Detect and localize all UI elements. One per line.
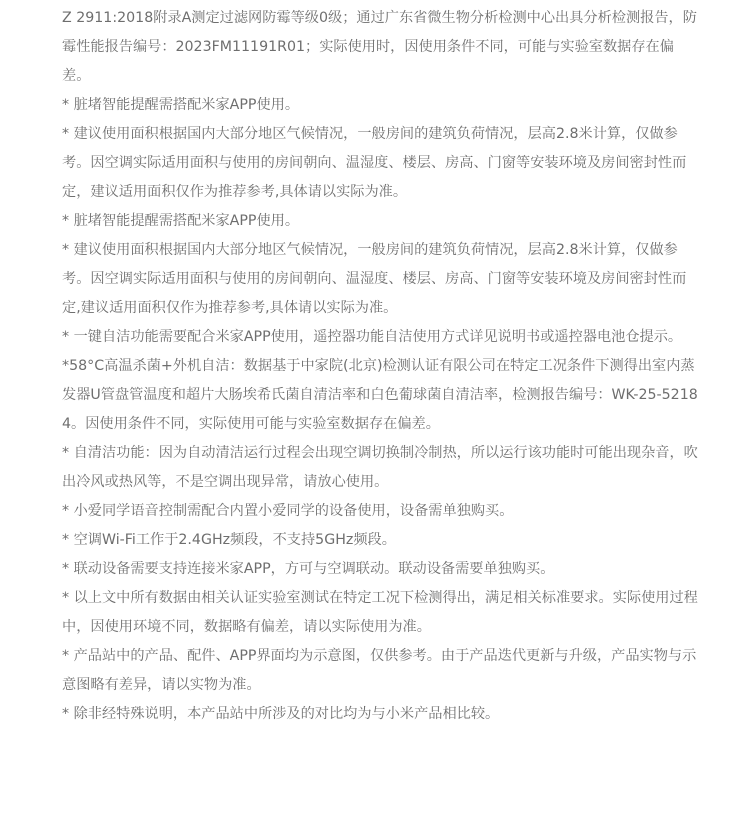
note-voice-control: * 小爱同学语音控制需配合内置小爱同学的设备使用，设备需单独购买。 xyxy=(62,503,514,519)
disclaimer-notes xyxy=(62,4,700,729)
note-illustrations: * 产品站中的产品、配件、APP界面均为示意图，仅供参考。由于产品迭代更新与升级，产品实物与示意图略有差异，请以实物为准。 xyxy=(62,648,697,693)
note-self-clean-app: * 一键自洁功能需要配合米家APP使用，遥控器功能自洁使用方式详见说明书或遥控器电池仓提示。 xyxy=(62,329,683,345)
note-wifi-band: * 空调Wi-Fi工作于2.4GHz频段，不支持5GHz频段。 xyxy=(62,532,396,548)
note-comparison: * 除非经特殊说明，本产品站中所涉及的对比均为与小米产品相比较。 xyxy=(62,706,500,722)
note-clog-reminder-repeat: * 脏堵智能提醒需搭配米家APP使用。 xyxy=(62,213,300,229)
note-clog-reminder: * 脏堵智能提醒需搭配米家APP使用。 xyxy=(62,97,300,113)
note-high-temp-sterilization: *58°C高温杀菌+外机自洁：数据基于中家院(北京)检测认证有限公司在特定工况条件下测得出室内蒸发器U管盘管温度和超片大肠埃希氏菌自清洁率和白色葡球菌自清洁率，检测报告编号：WK-25-52184。因使用条件不同，实际使用可能与实验室数据存在偏差。 xyxy=(62,358,698,432)
note-usage-area-repeat: * 建议使用面积根据国内大部分地区气候情况，一般房间的建筑负荷情况，层高2.8米计算，仅做参考。因空调实际适用面积与使用的房间朝向、温湿度、楼层、房高、门窗等安装环境及房间密封性而定,建议适用面积仅作为推荐参考,具体请以实际为准。 xyxy=(62,242,687,316)
note-test-report: Z 2911:2018附录A测定过滤网防霉等级0级；通过广东省微生物分析检测中心出具分析检测报告，防霉性能报告编号：2023FM11191R01；实际使用时，因使用条件不同，可能与实验室数据存在偏差。 xyxy=(62,10,697,84)
note-data-source: * 以上文中所有数据由相关认证实验室测试在特定工况下检测得出，满足相关标准要求。实际使用过程中，因使用环境不同，数据略有偏差，请以实际使用为准。 xyxy=(62,590,698,635)
note-usage-area: * 建议使用面积根据国内大部分地区气候情况，一般房间的建筑负荷情况，层高2.8米计算，仅做参考。因空调实际适用面积与使用的房间朝向、温湿度、楼层、房高、门窗等安装环境及房间密封性而定，建议适用面积仅作为推荐参考,具体请以实际为准。 xyxy=(62,126,687,200)
note-self-clean-noise: * 自清洁功能：因为自动清洁运行过程会出现空调切换制冷制热，所以运行该功能时可能出现杂音，吹出冷风或热风等，不是空调出现异常，请放心使用。 xyxy=(62,445,698,490)
note-linked-devices: * 联动设备需要支持连接米家APP，方可与空调联动。联动设备需要单独购买。 xyxy=(62,561,555,577)
